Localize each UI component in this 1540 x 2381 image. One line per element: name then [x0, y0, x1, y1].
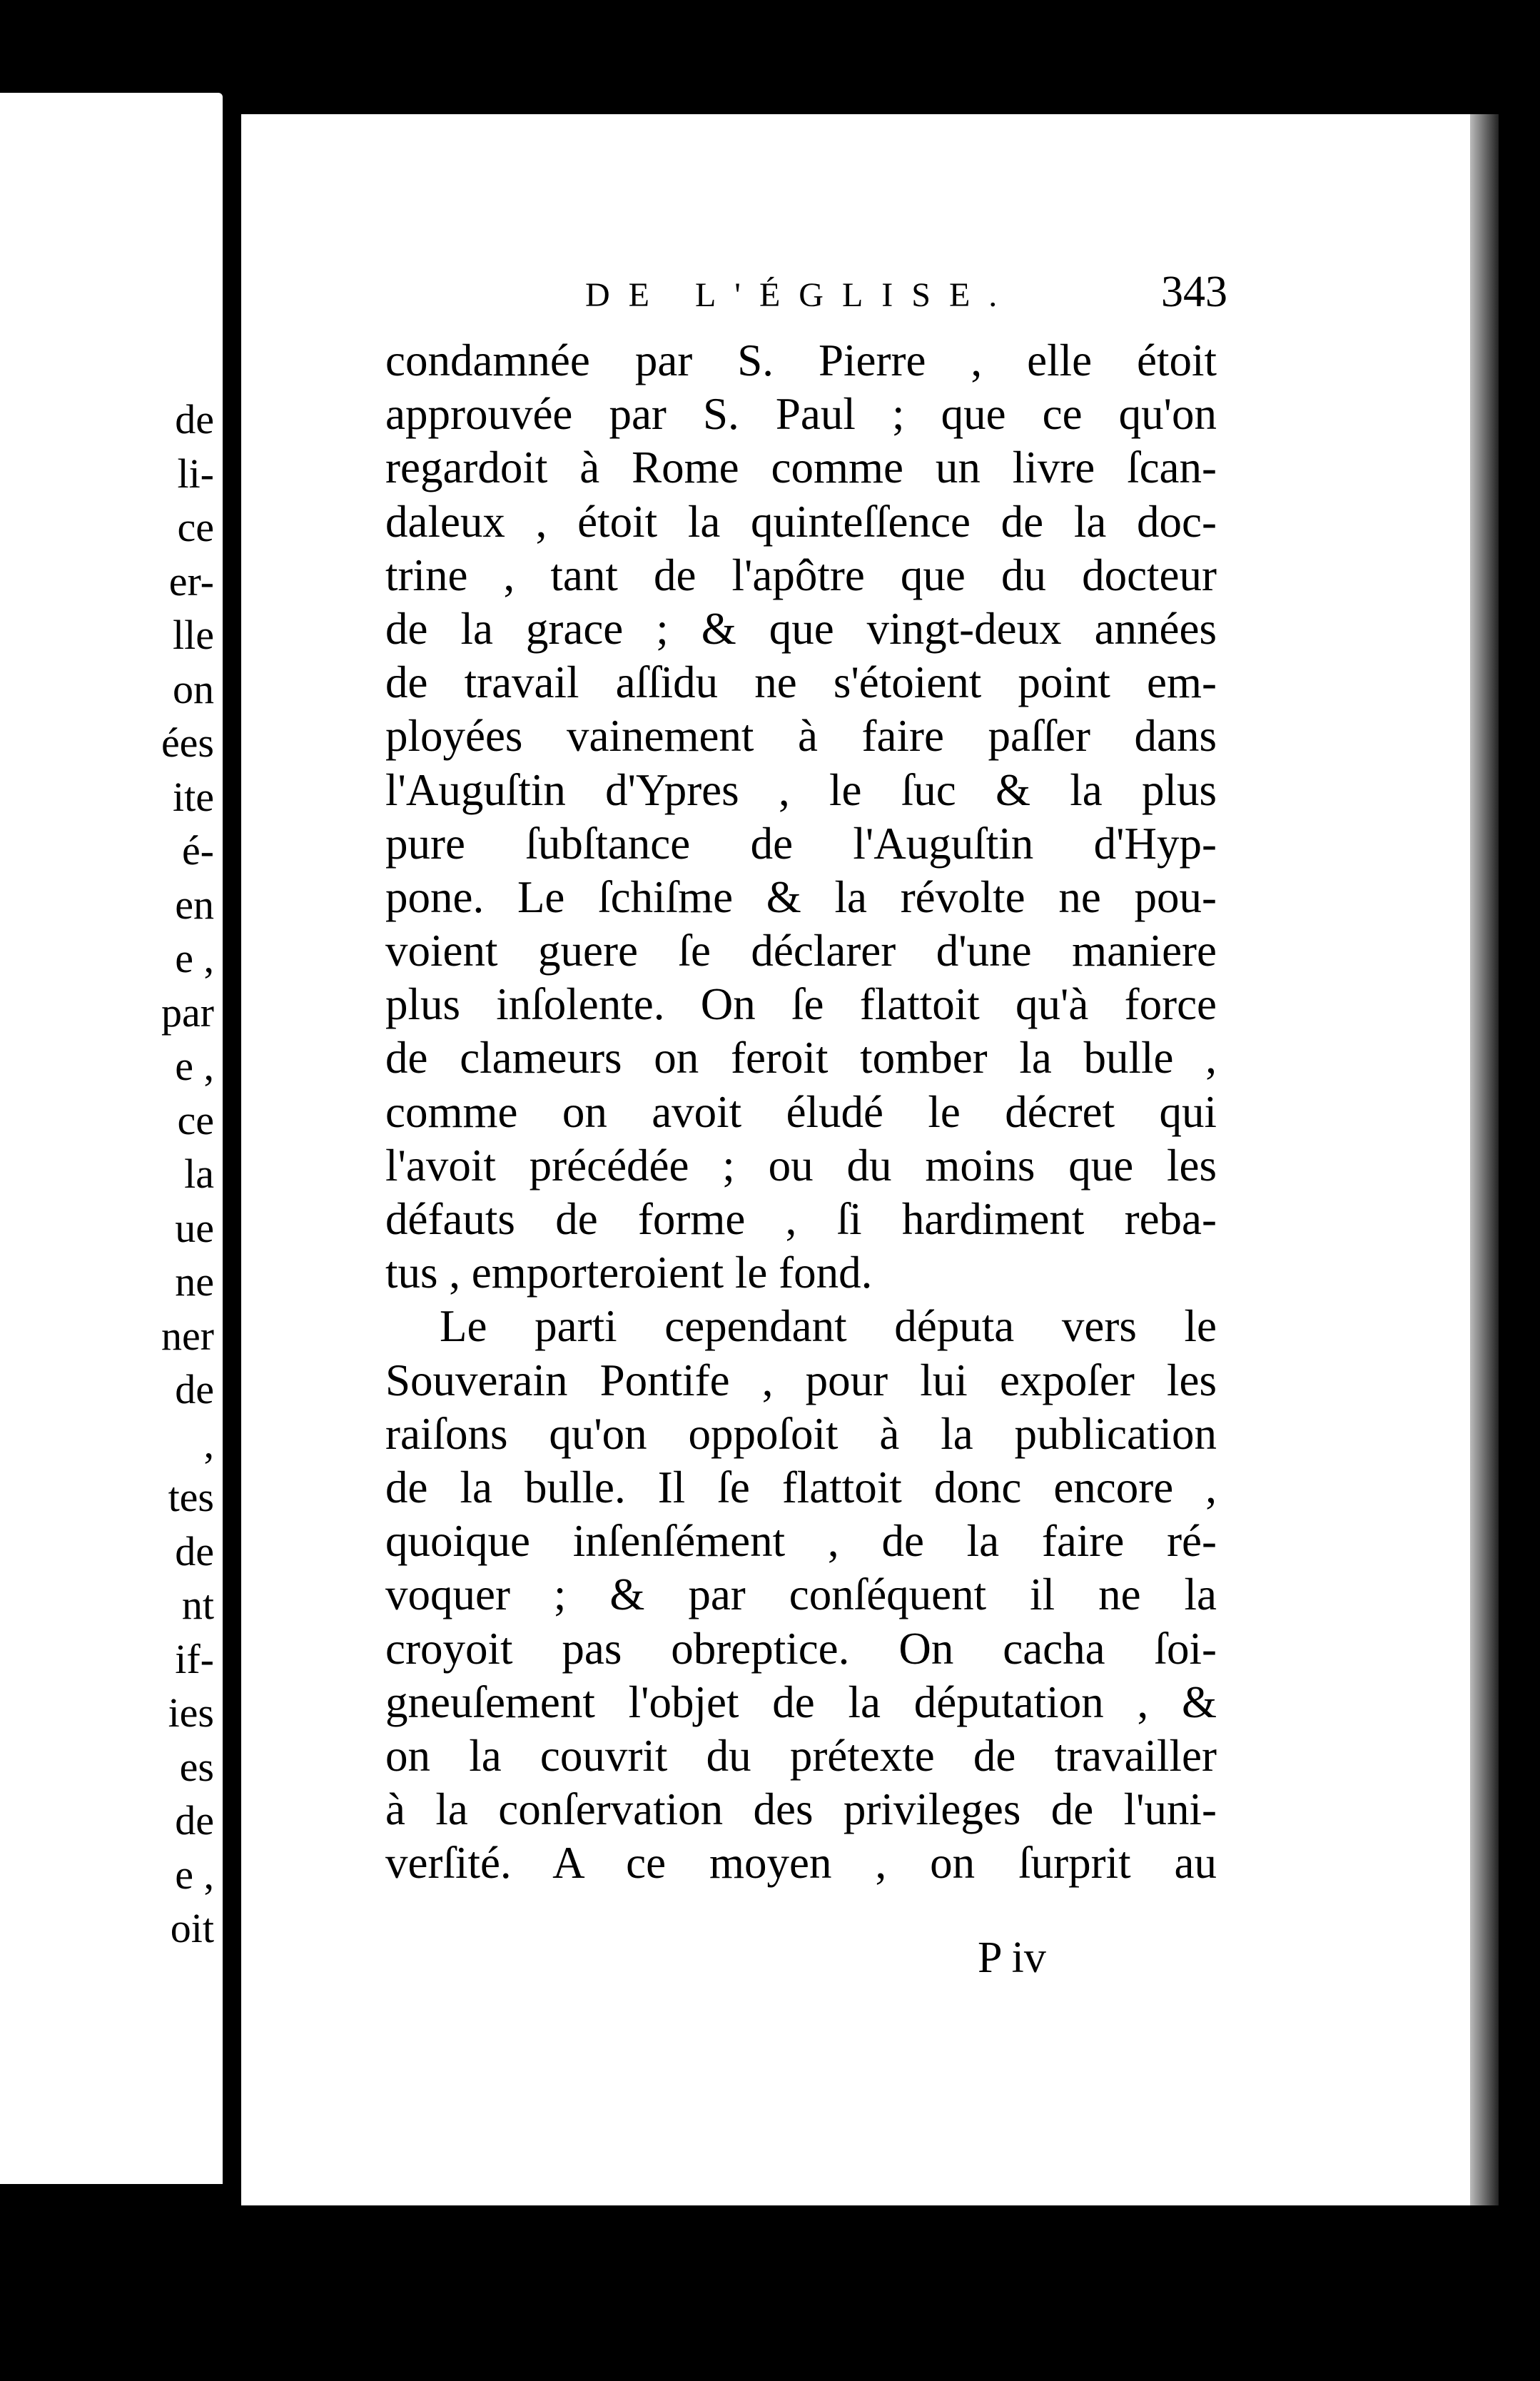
left-page-fragment: e , — [175, 935, 214, 981]
text-line: comme on avoit éludé le décret qui — [385, 1086, 1217, 1137]
left-page-fragment: ite — [173, 773, 214, 820]
text-line: pone. Le ſchiſme & la révolte ne pou- — [385, 871, 1217, 922]
left-page-fragment: é- — [181, 827, 214, 874]
text-line: défauts de forme , ſi hardiment reba- — [385, 1194, 1217, 1244]
left-page-fragment: if- — [175, 1635, 214, 1682]
left-page-fragment: ées — [161, 719, 214, 766]
text-line: l'avoit précédée ; ou du moins que les — [385, 1140, 1217, 1190]
left-page-fragment: nt — [181, 1582, 214, 1628]
left-page-fragment: ce — [177, 1096, 214, 1143]
left-page-fragment: , — [203, 1420, 214, 1467]
left-page-fragment: de — [175, 396, 214, 443]
left-page-fragment: ue — [175, 1204, 214, 1251]
left-page-fragment: en — [175, 881, 214, 928]
left-page-text-fragments — [0, 393, 214, 1956]
left-page-fragment: par — [161, 989, 214, 1036]
text-line: de clameurs on feroit tomber la bulle , — [385, 1033, 1217, 1083]
text-line: de travail aſſidu ne s'étoient point em- — [385, 657, 1217, 708]
left-facing-page — [0, 93, 223, 2184]
text-line: ployées vainement à faire paſſer dans — [385, 711, 1217, 762]
left-page-fragment: de — [175, 1366, 214, 1412]
text-line: Le parti cependant députa vers le — [440, 1301, 1217, 1352]
text-line: approuvée par S. Paul ; que ce qu'on — [385, 389, 1217, 440]
text-line: gneuſement l'objet de la députation , & — [385, 1677, 1217, 1727]
left-page-fragment: lle — [173, 612, 214, 658]
text-line: de la bulle. Il ſe flattoit donc encore , — [385, 1462, 1217, 1512]
left-page-fragment: ce — [177, 504, 214, 550]
text-line: pure ſubſtance de l'Auguſtin d'Hyp- — [385, 818, 1217, 869]
text-line: tus , emporteroient le fond. — [385, 1248, 873, 1298]
book-gutter — [223, 93, 241, 2198]
text-line: Souverain Pontife , pour lui expoſer les — [385, 1355, 1217, 1405]
text-line: on la couvrit du prétexte de travailler — [385, 1730, 1217, 1781]
text-line: regardoit à Rome comme un livre ſcan- — [385, 443, 1217, 493]
text-line: trine , tant de l'apôtre que du docteur — [385, 550, 1217, 600]
text-line: plus inſolente. On ſe flattoit qu'à force — [385, 979, 1217, 1030]
page-edge-shadow — [1470, 114, 1499, 2205]
signature-mark: P iv — [978, 1933, 1046, 1982]
text-line: voquer ; & par conſéquent il ne la — [385, 1569, 1217, 1620]
running-head — [335, 268, 1227, 328]
left-page-fragment: ies — [168, 1689, 214, 1736]
text-line: l'Auguſtin d'Ypres , le ſuc & la plus — [385, 764, 1217, 815]
left-page-fragment: on — [173, 665, 214, 712]
left-page-fragment: de — [175, 1797, 214, 1844]
left-page-fragment: oit — [170, 1905, 214, 1951]
text-line: raiſons qu'on oppoſoit à la publication — [385, 1408, 1217, 1459]
left-page-fragment: ne — [175, 1258, 214, 1305]
left-page-fragment: er- — [168, 557, 214, 605]
left-page-fragment: e , — [175, 1851, 214, 1898]
page-number: 343 — [1161, 268, 1227, 316]
body-text — [385, 334, 1217, 1890]
left-page-fragment: li- — [177, 450, 214, 497]
running-title: DE L'ÉGLISE. — [585, 276, 1016, 314]
left-page-fragment: es — [179, 1743, 214, 1790]
left-page-fragment: la — [184, 1151, 214, 1197]
text-line: quoique inſenſément , de la faire ré- — [385, 1516, 1217, 1567]
text-line: de la grace ; & que vingt-deux années — [385, 603, 1217, 654]
text-line: croyoit pas obreptice. On cacha ſoi- — [385, 1623, 1217, 1674]
text-line: verſité. A ce moyen , on ſurprit au — [385, 1838, 1217, 1889]
text-line: condamnée par S. Pierre , elle étoit — [385, 335, 1217, 385]
left-page-fragment: de — [175, 1527, 214, 1574]
text-line: à la conſervation des privileges de l'uni- — [385, 1784, 1217, 1835]
text-line: voient guere ſe déclarer d'une maniere — [385, 926, 1217, 976]
left-page-fragment: ner — [161, 1312, 214, 1359]
text-line: daleux , étoit la quinteſſence de la doc- — [385, 496, 1217, 547]
left-page-fragment: tes — [168, 1474, 214, 1520]
left-page-fragment: e , — [175, 1043, 214, 1089]
